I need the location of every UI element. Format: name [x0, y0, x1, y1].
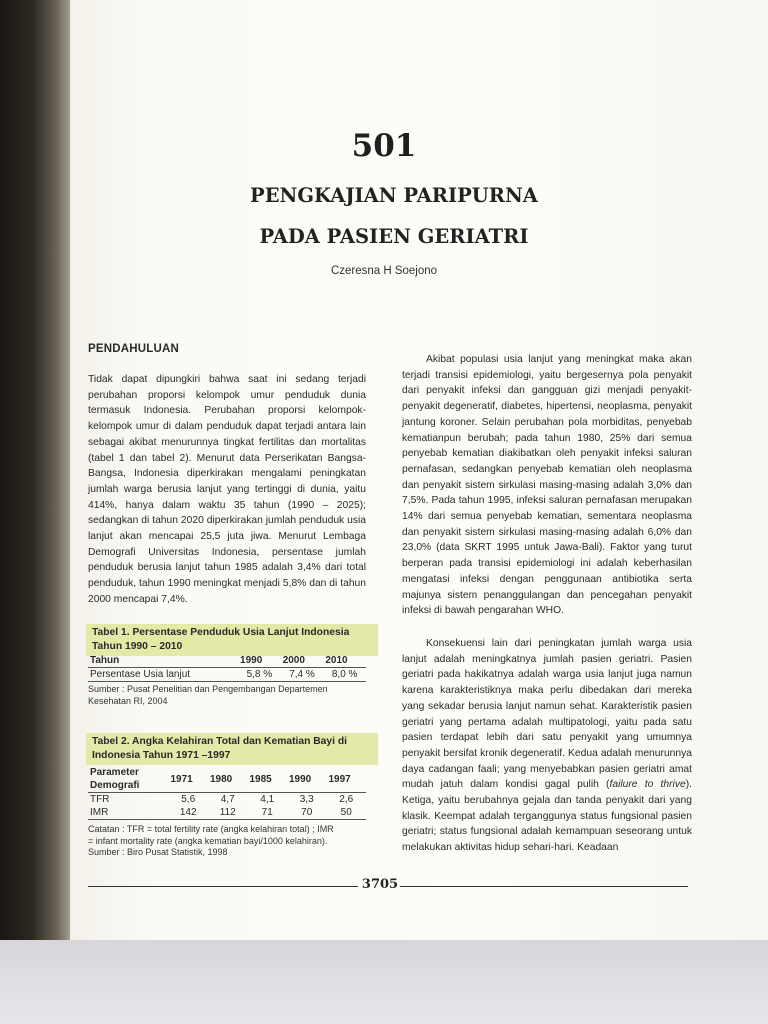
- chapter-title-line-1: PENGKAJIAN PARIPURNA: [250, 184, 538, 207]
- table-cell: 50: [340, 807, 352, 818]
- table-row: [88, 793, 366, 807]
- table-1: [88, 654, 366, 682]
- footer-rule: [400, 886, 688, 887]
- table-row: [88, 806, 366, 820]
- italic-term: failure to thrive: [609, 779, 686, 791]
- chapter-title-line-2: PADA PASIEN GERIATRI: [259, 225, 529, 248]
- table-cell: 3,3: [299, 794, 314, 805]
- author-name: Czeresna H Soejono: [330, 265, 438, 277]
- table-cell: 4,1: [260, 794, 275, 805]
- page-number: 3705: [361, 877, 399, 892]
- table-cell: 142: [179, 807, 197, 818]
- paragraph-text: Konsekuensi lain dari peningkatan jumlah warga usia lanjut adalah meningkatnya jumlah pasien geriatri. Pasien geriatri pada hakikatnya adalah warga usia lanjut juga namun karena karakteristiknya maka perlu dibedakan dari mereka yang sekadar berusia lanjut namun sehat. Karakteristik pasien geriatri yang pertama adalah multipatologi, yaitu pada satu pasien terdapat lebih dari satu penyakit yang umumnya penyakit bersifat kronik degeneratif. Kedua adalah menurunnya daya cadangan faali; yang menyebabkan pasien geriatri amat mudah jatuh dalam kondisi gagal pulih (: [402, 638, 692, 791]
- table-2-caption: Tabel 2. Angka Kelahiran Total dan Kematian Bayi di Indonesia Tahun 1971 –1997: [86, 733, 378, 765]
- table-2-note-line-2: = infant mortality rate (angka kematian bayi/1000 kelahiran).: [88, 835, 328, 846]
- table-header-cell: [88, 766, 168, 793]
- table-header-cell: Tahun: [90, 655, 120, 666]
- table-1-source: Sumber : Pusat Penelitian dan Pengembangan Departemen Kesehatan RI, 2004: [88, 684, 328, 706]
- table-header-row: [88, 766, 366, 793]
- table-header-cell: 1997: [328, 773, 351, 785]
- intro-paragraph: Tidak dapat dipungkiri bahwa saat ini sedang terjadi perubahan proporsi kelompok umur penduduk dunia termasuk Indonesia. Perubahan proporsi kelompok-kelompok umur di dalam penduduk dapat terjadi antara lain sebagai akibat menurunnya tingkat fertilitas dan mortalitas (tabel 1 dan tabel 2). Menurut data Perserikatan Bangsa-Bangsa, Indonesia diperkirakan mengalami peningkatan jumlah warga berusia lanjut yang tertinggi di dunia, yaitu 414%, hanya dalam waktu 35 tahun (1990 – 2025); sedangkan di tahun 2020 diperkirakan jumlah penduduk usia lanjut akan mencapai 25,5 juta jiwa. Menurut Lembaga Demografi Universitas Indonesia, persentase jumlah penduduk berusia lanjut tahun 1985 adalah 3,4% dari total penduduk, tahun 1990 meningkat menjadi 5,8% dan di tahun 2000 mencapai 7,4%.: [88, 374, 366, 605]
- table-header-cell: 1971: [170, 773, 193, 785]
- table-2-notes: [88, 824, 368, 859]
- table-header-row: [88, 654, 366, 668]
- background-surface: [0, 940, 768, 1024]
- table-cell: IMR: [90, 807, 109, 818]
- table-header-cell: 1980: [209, 773, 233, 785]
- table-2-source: Sumber : Biro Pusat Statistik, 1998: [88, 847, 228, 857]
- table-cell: 70: [301, 807, 313, 818]
- table-cell: 112: [219, 807, 236, 818]
- table-2-note-line-1: Catatan : TFR = total fertility rate (angka kelahiran total) ; IMR: [88, 824, 334, 834]
- table-1-caption: Tabel 1. Persentase Penduduk Usia Lanjut Indonesia Tahun 1990 – 2010: [86, 624, 378, 656]
- table-2: [88, 766, 366, 820]
- geriatric-characteristics-paragraph: [402, 636, 692, 856]
- epidemiology-paragraph: Akibat populasi usia lanjut yang meningkat maka akan terjadi transisi epidemiologi, yaitu bergesernya pola penyakit dari penyakit infeksi dan gangguan gizi menjadi penyakit-penyakit degeneratif, diabetes, hipertensi, neoplasma, penyakit jantung koroner. Selain perubahan pola morbiditas, penyebab kematianpun berubah; pada tahun 1980, 25% dari semua penyebab kematian diakibatkan oleh penyakit infeksi saluran pernafasan, sedangkan penyebab kematian oleh neoplasma dan penyakit sistem sirkulasi masing-masing adalah 3,0% dan 7,5%. Pada tahun 1995, infeksi saluran pernafasan merupakan 14% dari semua penyebab kematian, sementara neoplasma dan penyakit sistem sirkulasi masing-masing adalah 6,0% dan 23,0% (data SKRT 1995 untuk Jawa-Bali). Faktor yang turut berperan pada transisi epidemiologi ini adalah keberhasilan mengatasi infeksi dengan penggunaan antibiotika serta majunya sistem penanggulangan dan pencegahan penyakit infeksi di bawah pengarahan WHO.: [402, 354, 692, 617]
- table-header-cell: 2010: [325, 655, 348, 666]
- table-header-label-line-2: Demografi: [90, 780, 140, 791]
- table-header-cell: 1985: [249, 773, 272, 785]
- table-header-cell: 1990: [240, 655, 263, 666]
- table-row: [88, 668, 366, 682]
- table-header-label-line-1: Parameter: [90, 767, 139, 778]
- table-cell: 5,6: [181, 794, 196, 805]
- paragraph-text: ). Ketiga, yaitu berubahnya gejala dan tanda penyakit dari yang klasik. Keempat adalah terganggunya status fungsional pasien geriatri; status fungsional adalah kemampuan seseorang untuk melakukan aktivitas hidup sehari-hari. Keadaan: [402, 779, 692, 854]
- table-header-cell: 2000: [282, 655, 305, 666]
- table-cell: TFR: [90, 794, 110, 805]
- table-header-cell: 1990: [288, 773, 312, 785]
- table-cell: 8,0 %: [331, 669, 358, 680]
- table-cell: 5,8 %: [246, 669, 273, 680]
- footer-rule: [88, 886, 358, 887]
- chapter-number: 501: [351, 128, 417, 164]
- table-cell: 2,6: [339, 794, 354, 805]
- section-heading: PENDAHULUAN: [88, 343, 180, 355]
- table-cell: 71: [261, 807, 273, 818]
- table-cell: 4,7: [220, 794, 235, 805]
- table-cell: 7,4 %: [289, 669, 315, 680]
- table-cell: Persentase Usia lanjut: [90, 669, 191, 680]
